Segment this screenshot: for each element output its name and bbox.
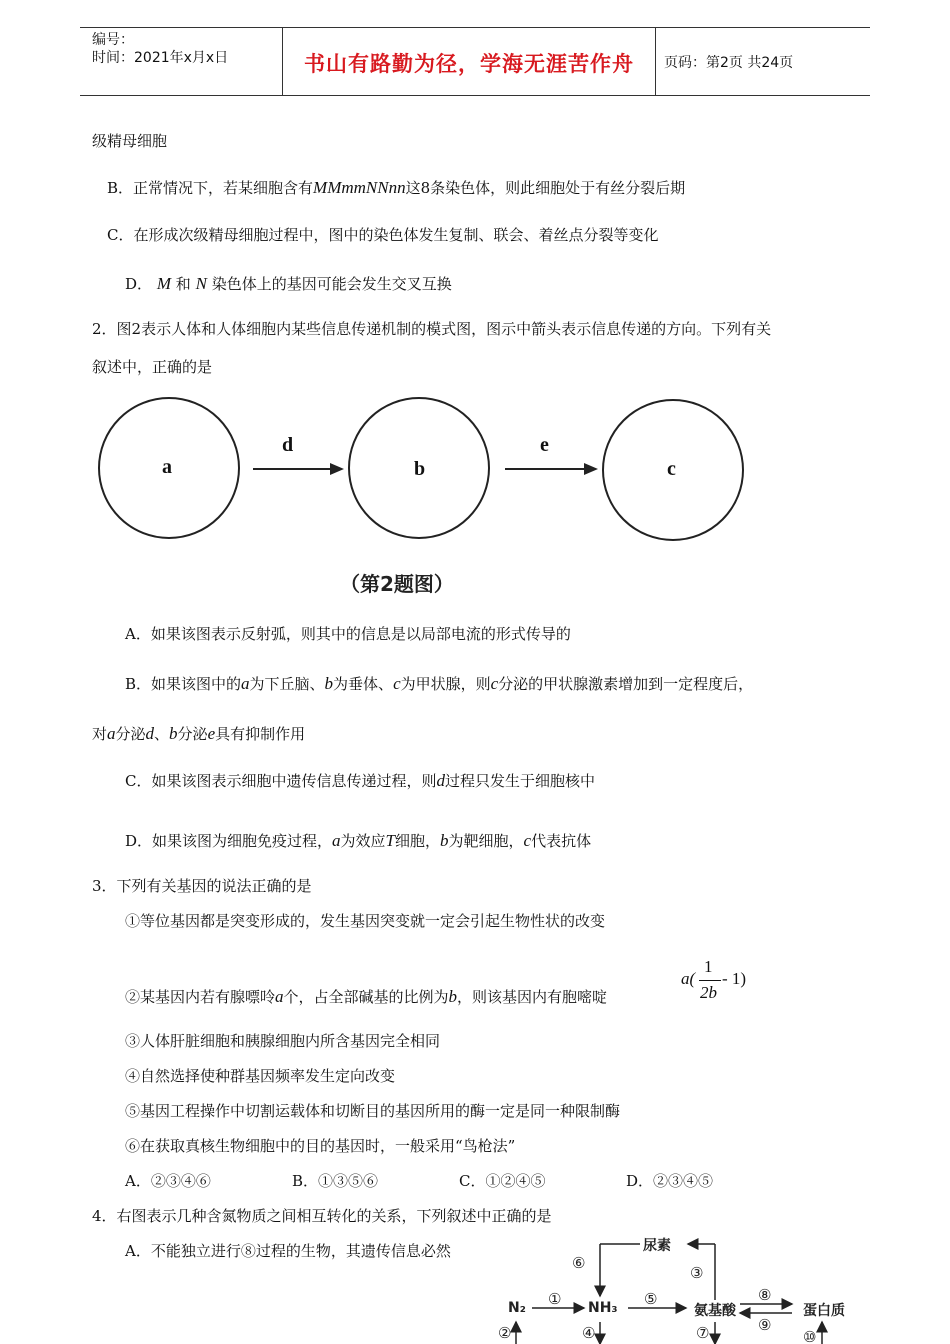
q1-option-b	[107, 178, 685, 198]
q2-option-b-line1	[125, 674, 753, 694]
step-10-marker: ⑩	[803, 1328, 817, 1344]
q1-option-d-m: M	[156, 274, 171, 293]
q1-option-d-n: N	[195, 274, 207, 293]
step-6-marker: ⑥	[572, 1254, 586, 1272]
q2-option-b-text: 具有抑制作用	[215, 725, 306, 743]
time-label: 时间：2021年x月x日	[92, 50, 229, 66]
q2-option-b-text: 对	[92, 725, 108, 743]
q3-item-3: ③人体肝脏细胞和胰腺细胞内所含基因完全相同	[125, 1032, 441, 1050]
node-c-label: c	[667, 458, 676, 480]
q2-stem-line2: 叙述中，正确的是	[92, 358, 213, 376]
arrow-e-label: e	[540, 434, 549, 456]
step-4-marker: ④	[582, 1324, 596, 1342]
page-info: 页码：第2页 共24页	[664, 54, 794, 71]
var-d: d	[436, 771, 445, 790]
var-a: a	[107, 724, 116, 743]
n2-label: N₂	[508, 1300, 526, 1316]
header-meta	[80, 28, 282, 95]
fraction-bar	[699, 980, 721, 981]
arrow-d-head	[330, 463, 344, 475]
q4-stem: 4．右图表示几种含氮物质之间相互转化的关系，下列叙述中正确的是	[92, 1207, 552, 1225]
q1-option-d-prefix: D．	[125, 275, 153, 293]
var-a: a	[332, 831, 341, 850]
var-d: d	[145, 724, 155, 743]
q2-option-c-text: 过程只发生于细胞核中	[444, 772, 595, 790]
q1-option-d-and: 和	[175, 275, 191, 293]
protein-label: 蛋白质	[803, 1303, 845, 1319]
var-b: b	[440, 831, 449, 850]
q1-option-b-suffix: 这8条染色体，则此细胞处于有丝分裂后期	[405, 179, 686, 197]
var-b: b	[448, 987, 458, 1006]
q2-option-b-text: 为下丘脑、	[249, 675, 325, 693]
arrow-e-line	[505, 468, 585, 470]
q2-option-c-text: C．如果该图表示细胞中遗传信息传递过程，则	[125, 772, 437, 790]
q2-option-d-text: 为效应	[340, 832, 386, 850]
var-b: b	[169, 724, 178, 743]
step-1-marker: ①	[548, 1290, 562, 1308]
formula-a: a(	[681, 969, 696, 988]
q3-choice-b: B．①③⑤⑥	[292, 1172, 379, 1190]
step-7-marker: ⑦	[696, 1324, 710, 1342]
node-a-label: a	[162, 456, 172, 478]
arrow-e-head	[584, 463, 598, 475]
q2-option-b-text: 分泌	[115, 725, 146, 743]
var-c: c	[490, 674, 499, 693]
q2-option-b-text: 为甲状腺，则	[400, 675, 491, 693]
q1-option-c: C．在形成次级精母细胞过程中，图中的染色体发生复制、联会、着丝点分裂等变化	[107, 226, 659, 244]
q1-option-b-formula: MMmmNNnn	[313, 178, 406, 197]
q2-option-b-text: 为垂体、	[333, 675, 394, 693]
arrow-d-label: d	[282, 434, 294, 456]
var-e: e	[207, 724, 216, 743]
q3-item-4: ④自然选择使种群基因频率发生定向改变	[125, 1067, 396, 1085]
step-5-marker: ⑤	[644, 1290, 658, 1308]
urea-label: 尿素	[643, 1238, 671, 1254]
q3-choice-c: C．①②④⑤	[459, 1172, 546, 1190]
step-2-marker: ②	[498, 1324, 512, 1342]
amino-acid-label: 氨基酸	[694, 1303, 736, 1319]
q2-option-c	[125, 771, 595, 791]
q3-item-2-text: ，则该基因内有胞嘧啶	[457, 988, 608, 1006]
nitrogen-arrows	[500, 1232, 880, 1344]
q1-continued-text: 级精母细胞	[92, 132, 168, 150]
formula-tail: - 1)	[722, 969, 747, 988]
q3-item-5: ⑤基因工程操作中切割运载体和切断目的基因所用的酶一定是同一种限制酶	[125, 1102, 621, 1120]
q3-item-2-text: 个，占全部碱基的比例为	[283, 988, 449, 1006]
var-a: a	[241, 674, 250, 693]
q2-option-b-line2	[92, 724, 305, 744]
q3-item-2-text: ②某基因内若有腺嘌呤	[125, 988, 276, 1006]
q3-choice-a: A．②③④⑥	[125, 1172, 211, 1190]
q2-option-d	[125, 831, 591, 851]
var-t: T	[385, 831, 396, 850]
figure-caption: （第2题图）	[340, 572, 454, 596]
q2-option-a: A．如果该图表示反射弧，则其中的信息是以局部电流的形式传导的	[125, 625, 571, 643]
q3-stem: 3．下列有关基因的说法正确的是	[92, 877, 312, 895]
q3-item-2	[125, 987, 607, 1007]
q2-option-b-text: 分泌	[177, 725, 208, 743]
q2-option-d-text: 细胞，	[395, 832, 441, 850]
page-header	[80, 27, 870, 96]
q2-option-d-text: 代表抗体	[531, 832, 592, 850]
step-9-marker: ⑨	[758, 1316, 772, 1334]
q1-option-d-suffix: 染色体上的基因可能会发生交叉互换	[211, 275, 452, 293]
q1-option-d	[125, 274, 452, 294]
q2-stem-line1: 2．图2表示人体和人体细胞内某些信息传递机制的模式图，图示中箭头表示信息传递的方向。下列有关	[92, 320, 772, 338]
q4-option-a: A．不能独立进行⑧过程的生物，其遗传信息必然	[125, 1242, 451, 1260]
var-c: c	[523, 831, 532, 850]
q3-choice-d: D．②③④⑤	[626, 1172, 714, 1190]
nh3-label: NH₃	[588, 1300, 618, 1316]
node-b-label: b	[414, 458, 426, 480]
q2-figure	[90, 392, 760, 607]
var-c: c	[393, 674, 401, 693]
var-a: a	[275, 987, 284, 1006]
formula-denominator: 2b	[700, 983, 717, 1002]
step-3-marker: ③	[690, 1264, 704, 1282]
var-b: b	[324, 674, 334, 693]
q3-item-1: ①等位基因都是突变形成的，发生基因突变就一定会引起生物性状的改变	[125, 912, 606, 930]
step-8-marker: ⑧	[758, 1286, 772, 1304]
q2-option-b-text: B．如果该图中的	[125, 675, 242, 693]
number-label: 编号：	[92, 32, 134, 48]
header-motto: 书山有路勤为径，学海无涯苦作舟	[282, 28, 656, 95]
nitrogen-conversion-figure	[500, 1232, 880, 1344]
q2-option-b-text: 分泌的甲状腺激素增加到一定程度后，	[498, 675, 754, 693]
q3-item-6: ⑥在获取真核生物细胞中的目的基因时，一般采用“鸟枪法”	[125, 1137, 516, 1155]
q2-option-b-text: 、	[154, 725, 170, 743]
arrow-d-line	[253, 468, 331, 470]
q1-option-b-prefix: B．正常情况下，若某细胞含有	[107, 179, 314, 197]
q2-option-d-text: D．如果该图为细胞免疫过程，	[125, 832, 333, 850]
q2-option-d-text: 为靶细胞，	[448, 832, 524, 850]
formula-numerator: 1	[704, 957, 713, 976]
